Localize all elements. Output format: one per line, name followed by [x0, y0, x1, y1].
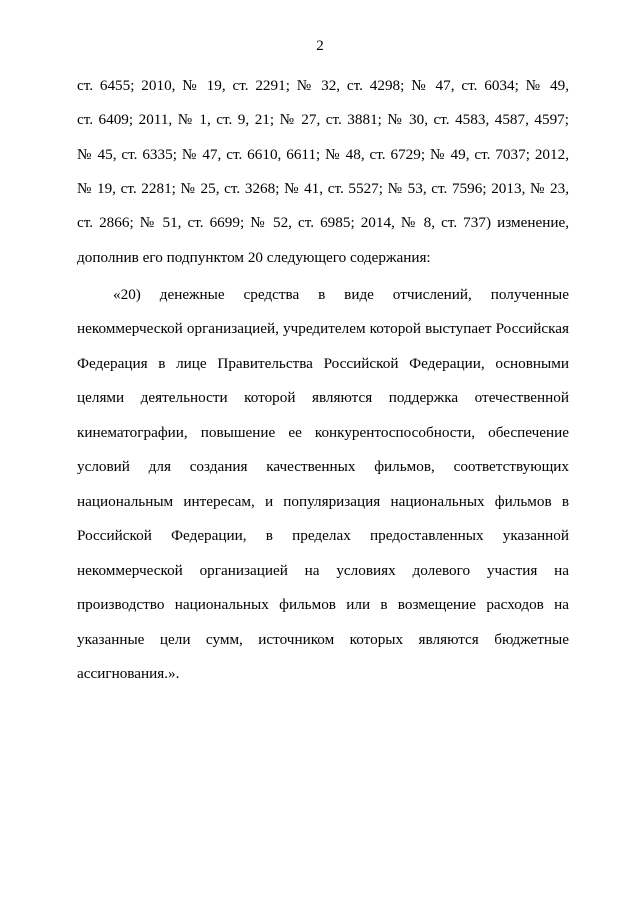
text-line: условий для создания качественных фильмов, соответствующих — [77, 458, 569, 475]
text-line: указанные цели сумм, источником которых являются бюджетные — [77, 631, 569, 648]
text-line: некоммерческой организацией на условиях долевого участия на — [77, 562, 569, 579]
text-line: некоммерческой организацией, учредителем которой выступает Российская — [77, 320, 569, 337]
paragraph-first-line: «20) денежные средства в виде отчислений, полученные — [113, 286, 569, 303]
text-line: ассигнования.». — [77, 665, 180, 682]
text-line: ст. 6409; 2011, № 1, ст. 9, 21; № 27, ст. 3881; № 30, ст. 4583, 4587, 4597; — [77, 111, 569, 128]
text-line: национальным интересам, и популяризация национальных фильмов в — [77, 493, 569, 510]
page-number: 2 — [316, 38, 324, 54]
text-line: кинематографии, повышение ее конкурентоспособности, обеспечение — [77, 424, 569, 441]
text-line: ст. 2866; № 51, ст. 6699; № 52, ст. 6985; 2014, № 8, ст. 737) изменение, — [77, 214, 569, 231]
text-line: дополнив его подпунктом 20 следующего содержания: — [77, 249, 431, 266]
text-line: ст. 6455; 2010, № 19, ст. 2291; № 32, ст. 4298; № 47, ст. 6034; № 49, — [77, 77, 569, 94]
text-line: № 19, ст. 2281; № 25, ст. 3268; № 41, ст. 5527; № 53, ст. 7596; 2013, № 23, — [77, 180, 569, 197]
text-line: Российской Федерации, в пределах предоставленных указанной — [77, 527, 569, 544]
text-line: № 45, ст. 6335; № 47, ст. 6610, 6611; № 48, ст. 6729; № 49, ст. 7037; 2012, — [77, 146, 569, 163]
text-line: целями деятельности которой являются поддержка отечественной — [77, 389, 569, 406]
text-line: Федерация в лице Правительства Российской Федерации, основными — [77, 355, 569, 372]
text-line: производство национальных фильмов или в возмещение расходов на — [77, 596, 569, 613]
